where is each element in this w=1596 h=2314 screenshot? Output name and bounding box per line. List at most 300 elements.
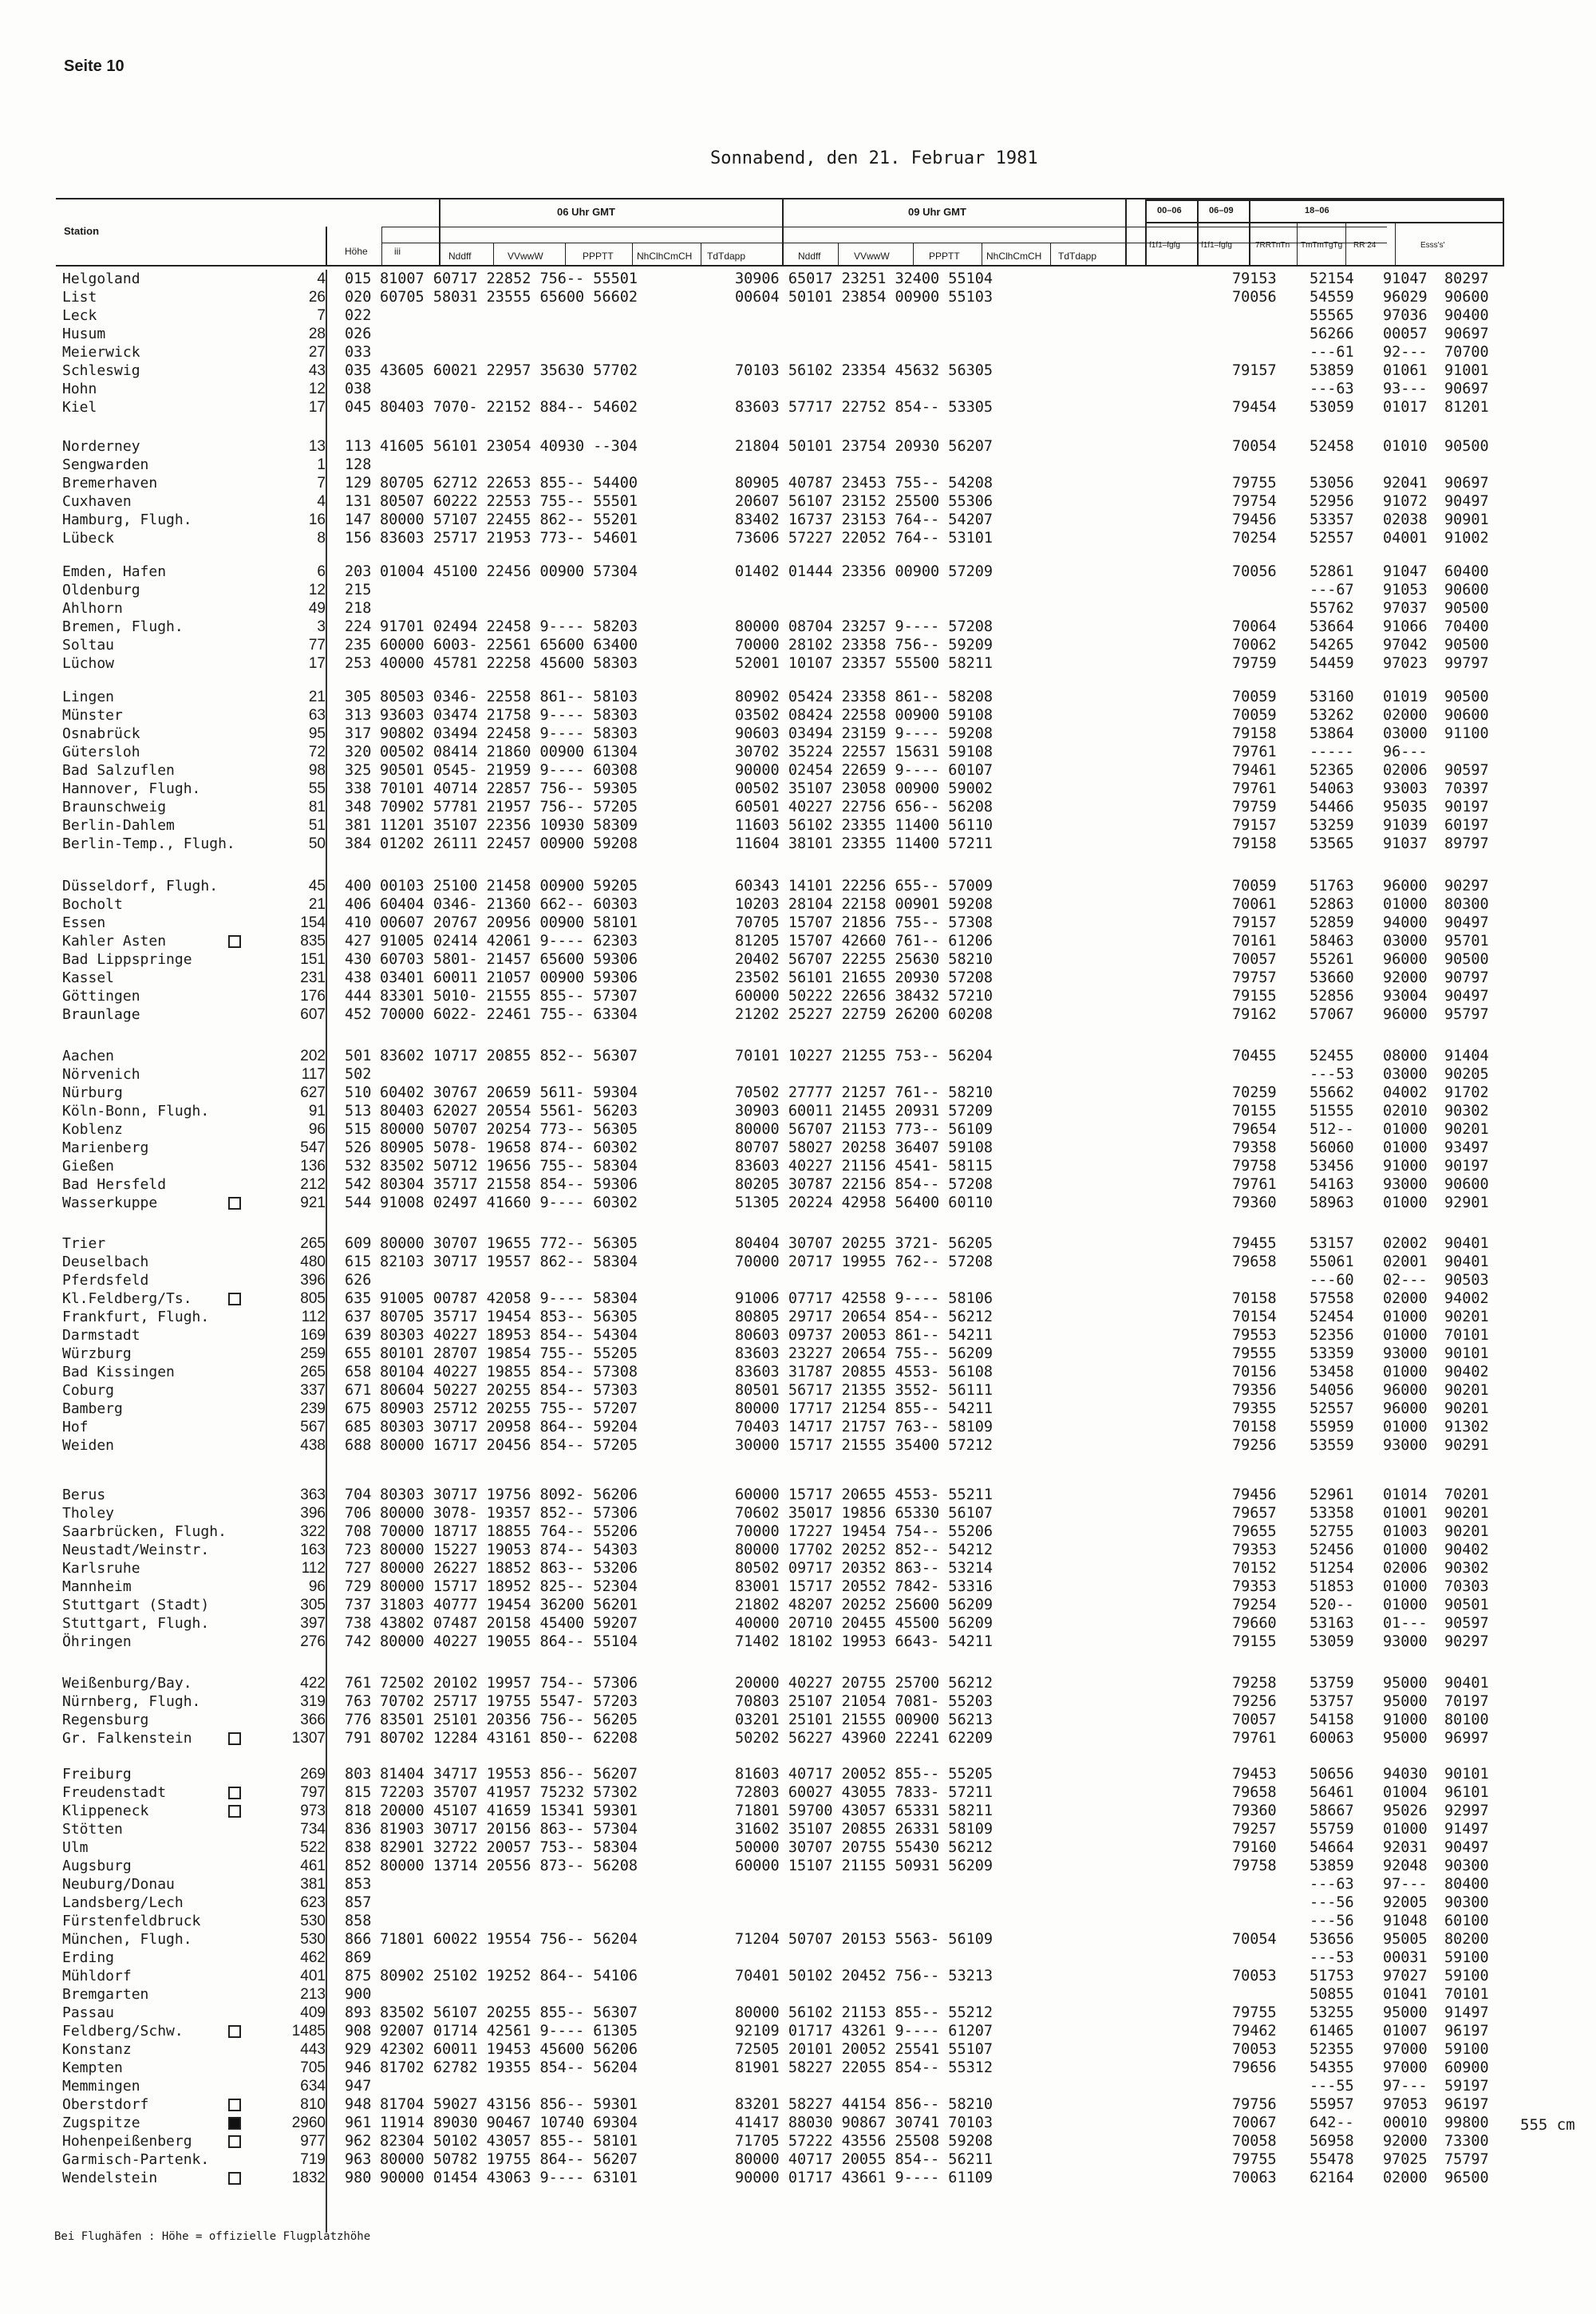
col-gust-minmax: 79660: [1232, 1615, 1277, 1632]
station-name: Schleswig: [62, 362, 140, 379]
col-precip: 95000: [1383, 2004, 1428, 2021]
col-snow: 70303: [1444, 1578, 1489, 1595]
station-height: 55: [308, 780, 326, 797]
col-gust-minmax: 70054: [1232, 1931, 1277, 1948]
col-temps: 54355: [1310, 2059, 1354, 2076]
col-snow: 96197: [1444, 2096, 1489, 2113]
table-row: [0, 2132, 1596, 2150]
obs-06-gmt: 80101 28707 19854 755-- 55205: [380, 1345, 638, 1362]
col-temps: 54163: [1310, 1176, 1354, 1193]
station-height: 43: [308, 362, 326, 379]
station-name: Hof: [62, 1419, 89, 1435]
obs-09-gmt: 80603 09737 20053 861-- 54211: [735, 1327, 994, 1344]
station-name: Göttingen: [62, 988, 140, 1005]
station-number: 313: [345, 707, 372, 724]
col-gust-minmax: 70158: [1232, 1290, 1277, 1307]
obs-09-gmt: 83201 58227 44154 856-- 58210: [735, 2096, 994, 2113]
col-snow: 59197: [1444, 2078, 1489, 2095]
obs-06-gmt: 01202 26111 22457 00900 59208: [380, 835, 638, 852]
col-temps: 53357: [1310, 511, 1354, 528]
station-name: Ahlhorn: [62, 600, 123, 617]
station-height: 276: [300, 1633, 326, 1650]
col-snow: 90501: [1444, 1597, 1489, 1613]
table-row: [0, 1065, 1596, 1084]
obs-09-gmt: 41417 88030 90867 30741 70103: [735, 2115, 994, 2131]
obs-06-gmt: 82901 32722 20057 753-- 58304: [380, 1839, 638, 1856]
station-name: Osnabrück: [62, 725, 140, 742]
col-gust-minmax: 79759: [1232, 799, 1277, 815]
col-snow: 90497: [1444, 914, 1489, 931]
obs-06-gmt: 93603 03474 21758 9---- 58303: [380, 707, 638, 724]
open-square-icon: [228, 1197, 241, 1210]
station-number: 015: [345, 270, 372, 287]
col-snow: 96197: [1444, 2023, 1489, 2040]
station-name: Freiburg: [62, 1766, 132, 1783]
col-snow: 94002: [1444, 1290, 1489, 1307]
table-row: [0, 1820, 1596, 1838]
col06-vvwww: VVwwW: [508, 251, 543, 262]
col-gust-minmax: 79761: [1232, 744, 1277, 760]
col-snow: 60100: [1444, 1913, 1489, 1929]
station-name: Münster: [62, 707, 123, 724]
margin-note: 555 cm: [1520, 2116, 1575, 2134]
station-height: 265: [300, 1235, 326, 1252]
station-number: 510: [345, 1084, 372, 1101]
obs-06-gmt: 90501 0545- 21959 9---- 60308: [380, 762, 638, 779]
obs-06-gmt: 60402 30767 20659 5611- 59304: [380, 1084, 638, 1101]
obs-06-gmt: 80303 30717 19756 8092- 56206: [380, 1487, 638, 1503]
filled-square-icon: [228, 2117, 241, 2130]
station-name: Erding: [62, 1949, 115, 1966]
col-gust-minmax: 79755: [1232, 475, 1277, 492]
station-name: Regensburg: [62, 1712, 149, 1728]
col-temps: ---60: [1310, 1272, 1354, 1289]
table-row: [0, 1711, 1596, 1729]
table-row: [0, 932, 1596, 950]
station-block: [0, 1047, 1596, 1212]
station-height: 169: [300, 1327, 326, 1344]
station-height: 7: [317, 307, 326, 324]
station-height: 27: [308, 344, 326, 361]
col-snow: 91001: [1444, 362, 1489, 379]
station-name: Kiel: [62, 399, 97, 416]
station-number: 502: [345, 1066, 372, 1083]
table-row: [0, 1047, 1596, 1065]
obs-06-gmt: 80604 50227 20255 854-- 57303: [380, 1382, 638, 1399]
col-temps: ---63: [1310, 381, 1354, 397]
station-number: 035: [345, 362, 372, 379]
obs-09-gmt: 72803 60027 43055 7833- 57211: [735, 1784, 994, 1801]
col-precip: 92---: [1383, 344, 1428, 361]
obs-09-gmt: 21202 25227 22759 26200 60208: [735, 1006, 994, 1023]
station-height: 480: [300, 1254, 326, 1270]
col-gust-minmax: 70057: [1232, 951, 1277, 968]
col-precip: 02006: [1383, 762, 1428, 779]
obs-09-gmt: 20000 40227 20755 25700 56212: [735, 1675, 994, 1692]
col-gust-minmax: 79454: [1232, 399, 1277, 416]
col-gust-minmax: 70056: [1232, 289, 1277, 306]
col-snow: 90300: [1444, 1894, 1489, 1911]
col-temps: 52859: [1310, 914, 1354, 931]
col-snow: 90600: [1444, 289, 1489, 306]
col-precip: 91037: [1383, 835, 1428, 852]
col-precip: 94000: [1383, 914, 1428, 931]
col-precip: 96000: [1383, 951, 1428, 968]
station-name: List: [62, 289, 97, 306]
table-row: [0, 343, 1596, 361]
col-gust-minmax: 79456: [1232, 511, 1277, 528]
col-gust-minmax: 70062: [1232, 637, 1277, 654]
col-gust-minmax: 79758: [1232, 1858, 1277, 1874]
col-snow: 90697: [1444, 326, 1489, 342]
col-snow: 60197: [1444, 817, 1489, 834]
col-temps: 52355: [1310, 2041, 1354, 2058]
station-name: Lüchow: [62, 655, 115, 672]
obs-06-gmt: 81404 34717 19553 856-- 56207: [380, 1766, 638, 1783]
col-precip: 01003: [1383, 1523, 1428, 1540]
col-snow: 92997: [1444, 1803, 1489, 1819]
station-height: 462: [300, 1949, 326, 1966]
obs-09-gmt: 80905 40787 23453 755-- 54208: [735, 475, 994, 492]
station-height: 337: [300, 1382, 326, 1399]
obs-09-gmt: 83603 31787 20855 4553- 56108: [735, 1364, 994, 1380]
station-name: Pferdsfeld: [62, 1272, 149, 1289]
col-gust-minmax: 79353: [1232, 1542, 1277, 1558]
table-row: [0, 306, 1596, 325]
obs-09-gmt: 81901 58227 22055 854-- 55312: [735, 2059, 994, 2076]
obs-09-gmt: 83603 57717 22752 854-- 53305: [735, 399, 994, 416]
station-name: Hohn: [62, 381, 97, 397]
col-snow: 80300: [1444, 896, 1489, 913]
col-snow: 75797: [1444, 2151, 1489, 2168]
col-precip: 02001: [1383, 1254, 1428, 1270]
col-precip: 92031: [1383, 1839, 1428, 1856]
obs-06-gmt: 11914 89030 90467 10740 69304: [380, 2115, 638, 2131]
station-number: 763: [345, 1693, 372, 1710]
station-name: Essen: [62, 914, 106, 931]
table-row: [0, 987, 1596, 1005]
col-gust-minmax: 79254: [1232, 1597, 1277, 1613]
col-precip: 97000: [1383, 2059, 1428, 2076]
col-precip: 02000: [1383, 1290, 1428, 1307]
col-snow: 90401: [1444, 1675, 1489, 1692]
hoehe-header: Höhe: [345, 246, 368, 257]
col-temps: ---53: [1310, 1066, 1354, 1083]
obs-06-gmt: 60404 0346- 21360 662-- 60303: [380, 896, 638, 913]
table-row: [0, 1541, 1596, 1559]
station-number: 410: [345, 914, 372, 931]
table-row: [0, 1436, 1596, 1455]
col-snow: 80297: [1444, 270, 1489, 287]
table-row: [0, 437, 1596, 456]
obs-06-gmt: 80000 16717 20456 854-- 57205: [380, 1437, 638, 1454]
station-name: Bad Lippspringe: [62, 951, 192, 968]
station-number: 803: [345, 1766, 372, 1783]
station-number: 980: [345, 2170, 372, 2186]
station-block: [0, 1234, 1596, 1455]
station-name: Trier: [62, 1235, 106, 1252]
obs-06-gmt: 80000 50707 20254 773-- 56305: [380, 1121, 638, 1138]
station-height: 72: [308, 744, 326, 760]
station-name: Stötten: [62, 1821, 123, 1838]
col-temps: 52863: [1310, 896, 1354, 913]
col09-clouds: NhClhCmCH: [986, 251, 1042, 262]
col-temps: -----: [1310, 744, 1354, 760]
col-precip: 97025: [1383, 2151, 1428, 2168]
station-number: 723: [345, 1542, 372, 1558]
col-snow: 90302: [1444, 1103, 1489, 1119]
col-gust-minmax: 79157: [1232, 362, 1277, 379]
obs-06-gmt: 80000 50782 19755 864-- 56207: [380, 2151, 638, 2168]
station-number: 544: [345, 1195, 372, 1211]
table-row: [0, 1102, 1596, 1120]
table-row: [0, 1912, 1596, 1930]
col-temps: 56266: [1310, 326, 1354, 342]
station-header: Station: [64, 225, 100, 237]
station-name: Hamburg, Flugh.: [62, 511, 192, 528]
station-height: 634: [300, 2078, 326, 2095]
station-name: Kempten: [62, 2059, 123, 2076]
obs-09-gmt: 21804 50101 23754 20930 56207: [735, 438, 994, 455]
obs-09-gmt: 81205 15707 42660 761-- 61206: [735, 933, 994, 950]
station-number: 218: [345, 600, 372, 617]
col-temps: ---56: [1310, 1894, 1354, 1911]
station-number: 961: [345, 2115, 372, 2131]
obs-09-gmt: 20402 56707 22255 25630 58210: [735, 951, 994, 968]
station-number: 704: [345, 1487, 372, 1503]
col-temps: 53559: [1310, 1437, 1354, 1454]
col-gust-minmax: 70156: [1232, 1364, 1277, 1380]
obs-09-gmt: 71705 57222 43556 25508 59208: [735, 2133, 994, 2150]
station-name: Karlsruhe: [62, 1560, 140, 1577]
station-name: Weißenburg/Bay.: [62, 1675, 192, 1692]
table-row: [0, 2040, 1596, 2059]
obs-09-gmt: 01402 01444 23356 00900 57209: [735, 563, 994, 580]
station-number: 430: [345, 951, 372, 968]
obs-06-gmt: 11201 35107 22356 10930 58309: [380, 817, 638, 834]
col-gust-minmax: 70056: [1232, 563, 1277, 580]
obs-09-gmt: 80902 05424 23358 861-- 58208: [735, 689, 994, 705]
col-snow: 95701: [1444, 933, 1489, 950]
station-name: Bad Hersfeld: [62, 1176, 167, 1193]
station-name: Memmingen: [62, 2078, 140, 2095]
col-gust-minmax: 70057: [1232, 1712, 1277, 1728]
col-snow: 90401: [1444, 1254, 1489, 1270]
station-height: 719: [300, 2151, 326, 2168]
station-name: Konstanz: [62, 2041, 132, 2058]
obs-09-gmt: 71402 18102 19953 6643- 54211: [735, 1633, 994, 1650]
col-snow: 90503: [1444, 1272, 1489, 1289]
station-height: 627: [300, 1084, 326, 1101]
col-snow: 99797: [1444, 655, 1489, 672]
col-precip: 92041: [1383, 475, 1428, 492]
col-precip: 02010: [1383, 1103, 1428, 1119]
obs-06-gmt: 80905 5078- 19658 874-- 60302: [380, 1139, 638, 1156]
station-height: 239: [300, 1400, 326, 1417]
station-name: Bocholt: [62, 896, 123, 913]
obs-06-gmt: 43605 60021 22957 35630 57702: [380, 362, 638, 379]
station-height: 63: [308, 707, 326, 724]
station-name: Hannover, Flugh.: [62, 780, 201, 797]
col-gust-minmax: 79759: [1232, 655, 1277, 672]
col-precip: 97037: [1383, 600, 1428, 617]
obs-06-gmt: 00502 08414 21860 00900 61304: [380, 744, 638, 760]
col-gust-minmax: 70053: [1232, 2041, 1277, 2058]
col-temps: 52557: [1310, 1400, 1354, 1417]
table-row: [0, 1578, 1596, 1596]
col-precip: 95005: [1383, 1931, 1428, 1948]
station-name: Helgoland: [62, 270, 140, 287]
station-height: 8: [317, 530, 326, 547]
obs-09-gmt: 80000 56707 21153 773-- 56109: [735, 1121, 994, 1138]
col-precip: 91000: [1383, 1158, 1428, 1175]
station-number: 128: [345, 456, 372, 473]
station-height: 26: [308, 289, 326, 306]
station-height: 112: [301, 1560, 326, 1577]
obs-09-gmt: 60000 15107 21155 50931 56209: [735, 1858, 994, 1874]
table-row: [0, 1949, 1596, 1967]
obs-06-gmt: 82103 30717 19557 862-- 58304: [380, 1254, 638, 1270]
obs-09-gmt: 70602 35017 19856 65330 56107: [735, 1505, 994, 1522]
station-height: 363: [300, 1487, 326, 1503]
col-temps: 53255: [1310, 2004, 1354, 2021]
col-gust-minmax: 70455: [1232, 1048, 1277, 1064]
col-precip: 95026: [1383, 1803, 1428, 1819]
station-name: Köln-Bonn, Flugh.: [62, 1103, 210, 1119]
col-temps: 53259: [1310, 817, 1354, 834]
station-number: 033: [345, 344, 372, 361]
station-number: 224: [345, 618, 372, 635]
col-precip: 01001: [1383, 1505, 1428, 1522]
col-temps: 53859: [1310, 362, 1354, 379]
col-snow: 91100: [1444, 725, 1489, 742]
station-number: 947: [345, 2078, 372, 2095]
col-gust-minmax: 79754: [1232, 493, 1277, 510]
station-height: 163: [300, 1542, 326, 1558]
station-name: Berus: [62, 1487, 106, 1503]
col-gust-minmax: 79655: [1232, 1523, 1277, 1540]
col-snow: 90201: [1444, 1382, 1489, 1399]
station-height: 45: [308, 878, 326, 894]
col-snow: 96997: [1444, 1730, 1489, 1747]
table-row: [0, 380, 1596, 398]
col-snow: 80400: [1444, 1876, 1489, 1893]
col-precip: 91066: [1383, 618, 1428, 635]
obs-06-gmt: 20000 45107 41659 15341 59301: [380, 1803, 638, 1819]
station-height: 921: [300, 1195, 326, 1211]
obs-09-gmt: 83001 15717 20552 7842- 53316: [735, 1578, 994, 1595]
obs-09-gmt: 70403 14717 21757 763-- 58109: [735, 1419, 994, 1435]
station-number: 406: [345, 896, 372, 913]
obs-06-gmt: 91005 02414 42061 9---- 62303: [380, 933, 638, 950]
col-temps: 53757: [1310, 1693, 1354, 1710]
obs-06-gmt: 60000 6003- 22561 65600 63400: [380, 637, 638, 654]
col-temps: ---63: [1310, 1876, 1354, 1893]
col-temps: 54466: [1310, 799, 1354, 815]
obs-06-gmt: 60705 58031 23555 65600 56602: [380, 289, 638, 306]
table-row: [0, 1175, 1596, 1194]
col-temps: ---61: [1310, 344, 1354, 361]
station-number: 020: [345, 289, 372, 306]
date-title: Sonnabend, den 21. Februar 1981: [710, 148, 1038, 168]
table-row: [0, 1930, 1596, 1949]
obs-09-gmt: 30702 35224 22557 15631 59108: [735, 744, 994, 760]
obs-09-gmt: 70502 27777 21257 761-- 58210: [735, 1084, 994, 1101]
station-name: Hohenpeißenberg: [62, 2133, 192, 2150]
station-number: 438: [345, 969, 372, 986]
station-height: 176: [300, 988, 326, 1005]
col-temps: 50855: [1310, 1986, 1354, 2003]
col-snow: 90597: [1444, 1615, 1489, 1632]
table-row: [0, 1363, 1596, 1381]
station-number: 858: [345, 1913, 372, 1929]
station-name: Leck: [62, 307, 97, 324]
table-row: [0, 914, 1596, 932]
obs-09-gmt: 00502 35107 23058 00900 59002: [735, 780, 994, 797]
col06-dew: TdTdapp: [707, 251, 746, 262]
station-number: 022: [345, 307, 372, 324]
col-temps: 58463: [1310, 933, 1354, 950]
station-number: 325: [345, 762, 372, 779]
table-row: [0, 950, 1596, 969]
col-gust-minmax: 79157: [1232, 817, 1277, 834]
station-height: 213: [300, 1986, 326, 2003]
table-row: [0, 1345, 1596, 1363]
obs-06-gmt: 80705 35717 19454 853-- 56305: [380, 1309, 638, 1325]
table-row: [0, 599, 1596, 618]
station-height: 1: [317, 456, 326, 473]
station-number: 526: [345, 1139, 372, 1156]
station-number: 727: [345, 1560, 372, 1577]
col-snow: 90302: [1444, 1560, 1489, 1577]
station-number: 815: [345, 1784, 372, 1801]
station-number: 131: [345, 493, 372, 510]
obs-09-gmt: 71204 50707 20153 5563- 56109: [735, 1931, 994, 1948]
table-row: [0, 288, 1596, 306]
obs-06-gmt: 80303 30717 20958 864-- 59204: [380, 1419, 638, 1435]
col-gust-minmax: 79456: [1232, 1487, 1277, 1503]
col-gust-minmax: 70154: [1232, 1309, 1277, 1325]
station-name: Tholey: [62, 1505, 115, 1522]
obs-09-gmt: 70705 15707 21856 755-- 57308: [735, 914, 994, 931]
station-name: Oberstdorf: [62, 2096, 149, 2113]
col-temps: 52454: [1310, 1309, 1354, 1325]
table-row: [0, 1194, 1596, 1212]
col-snow: 90697: [1444, 475, 1489, 492]
station-number: 381: [345, 817, 372, 834]
station-height: 607: [300, 1006, 326, 1023]
col-gust-minmax: 79257: [1232, 1821, 1277, 1838]
obs-06-gmt: 80000 26227 18852 863-- 53206: [380, 1560, 638, 1577]
station-height: 13: [308, 438, 326, 455]
station-height: 91: [308, 1103, 326, 1119]
col-snow: 96500: [1444, 2170, 1489, 2186]
col-snow: 90300: [1444, 1858, 1489, 1874]
station-name: Stuttgart (Stadt): [62, 1597, 210, 1613]
col-gust-minmax: 70161: [1232, 933, 1277, 950]
table-row: [0, 474, 1596, 492]
col-temps: 53059: [1310, 399, 1354, 416]
station-name: Cuxhaven: [62, 493, 132, 510]
station-name: Nürnberg, Flugh.: [62, 1693, 201, 1710]
station-height: 4: [317, 270, 326, 287]
table-row: [0, 780, 1596, 798]
station-name: Aachen: [62, 1048, 115, 1064]
obs-09-gmt: 70103 56102 23354 45632 56305: [735, 362, 994, 379]
table-row: [0, 1674, 1596, 1692]
obs-06-gmt: 03401 60011 21057 00900 59306: [380, 969, 638, 986]
col-precip: 01061: [1383, 362, 1428, 379]
